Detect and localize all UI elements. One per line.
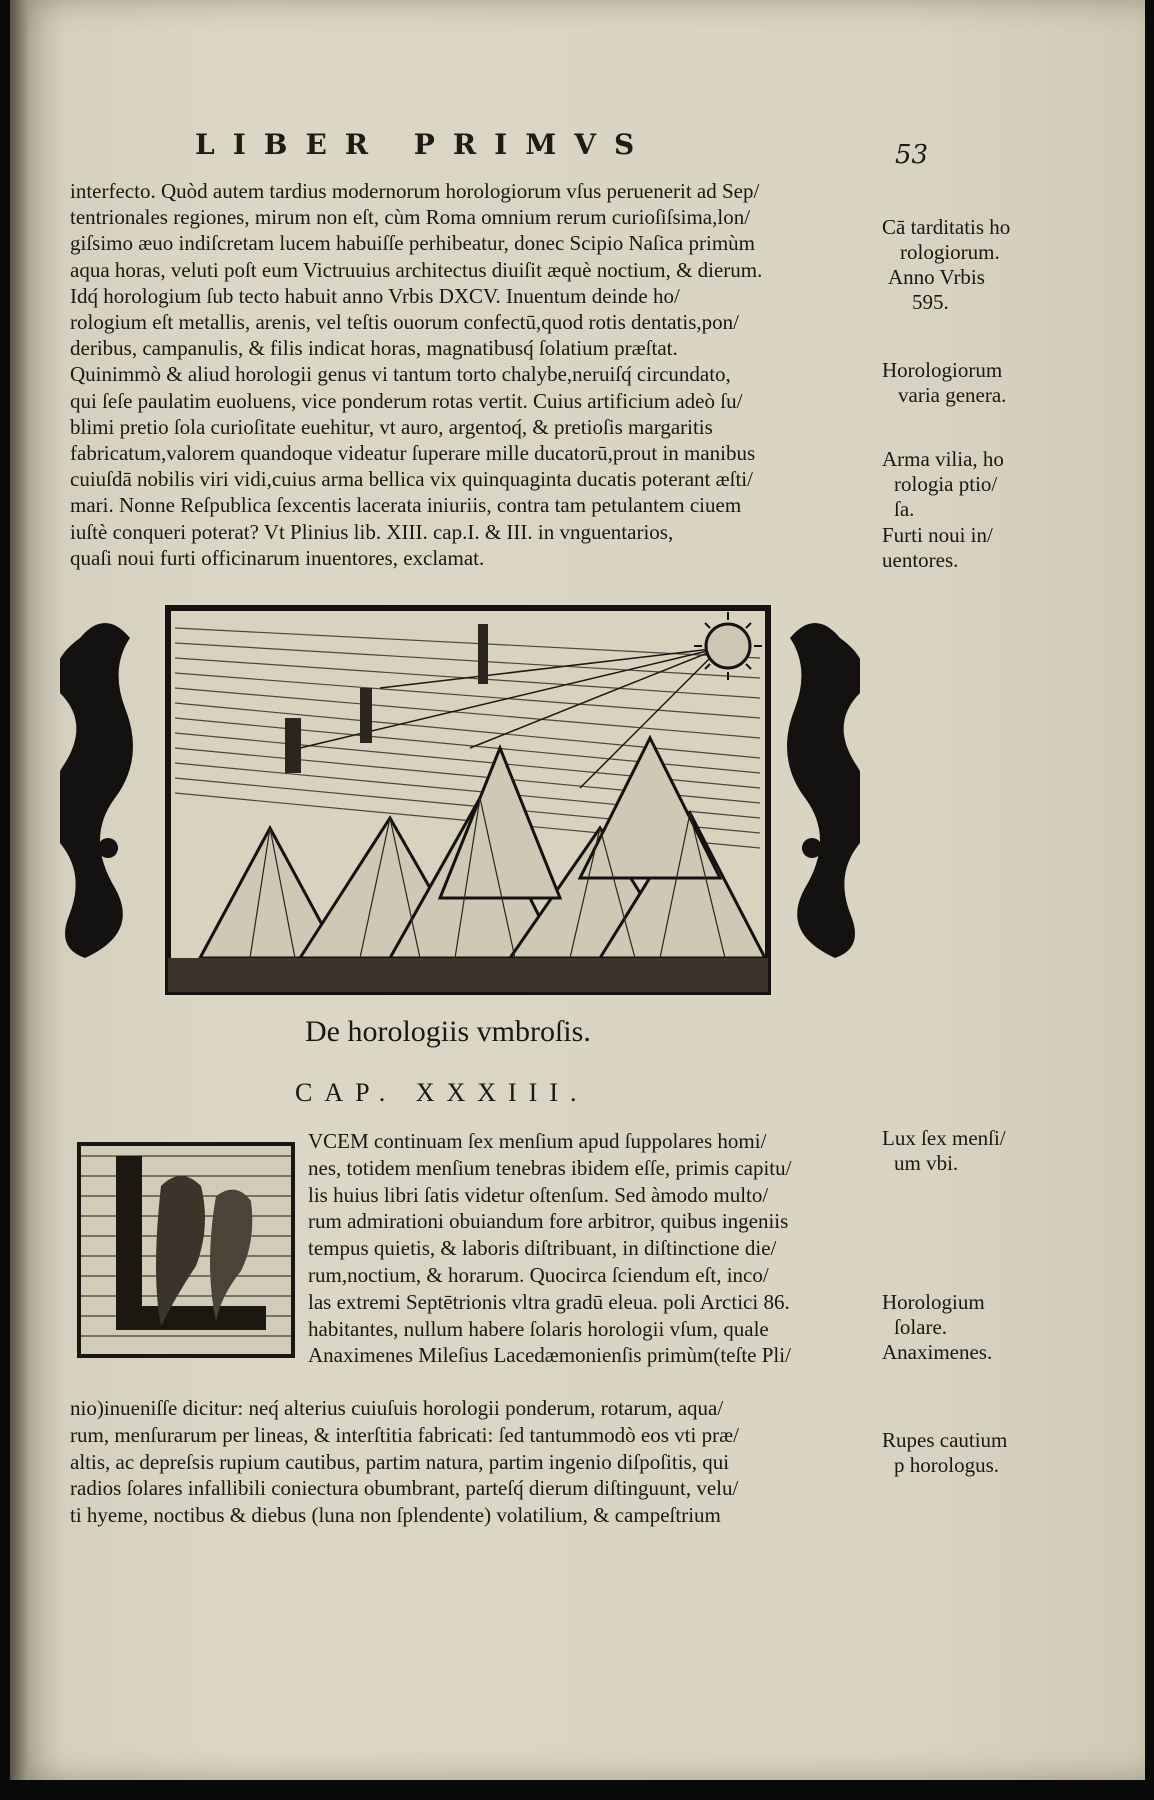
margin-note-line: ſolare. bbox=[894, 1315, 948, 1339]
margin-note-line: Horologium bbox=[882, 1290, 985, 1314]
text-line: Idq́ horologium ſub tecto habuit anno Vrbis DXCV. Inuentum deinde ho/ bbox=[70, 283, 680, 308]
text-line: Quinimmò & aliud horologii genus vi tantum torto chalybe,neruiſq́ circundato, bbox=[70, 362, 731, 387]
text-line: aqua horas, veluti poſt eum Victruuius architectus diuiſit æquè noctium, & dierum. bbox=[70, 257, 763, 282]
text-line: rologium eſt metallis, arenis, vel teſtis ouorum confectū,quod rotis dentatis,pon/ bbox=[70, 310, 739, 335]
margin-note bbox=[882, 523, 1057, 573]
margin-note bbox=[882, 358, 1057, 408]
text-line: deribus, campanulis, & filis indicat horas, magnatibusq́ ſolatium præſtat. bbox=[70, 336, 678, 361]
text-line: rum admirationi obuiandum fore arbitror, quibus ingeniis bbox=[308, 1209, 789, 1234]
text-line: las extremi Septētrionis vltra gradū eleua. poli Arctici 86. bbox=[308, 1289, 790, 1314]
margin-note-line: uentores. bbox=[882, 548, 959, 572]
chapter-number: CAP. XXXIII. bbox=[295, 1078, 589, 1107]
margin-note-line: p horologus. bbox=[894, 1453, 999, 1477]
text-line: VCEM continuam ſex menſium apud ſuppolares homi/ bbox=[308, 1129, 767, 1153]
margin-note bbox=[882, 215, 1057, 315]
text-line: interfecto. Quòd autem tardius modernorum horologiorum vſus peruenerit ad Sep/ bbox=[70, 179, 760, 203]
text-line: fabricatum,valorem quandoque videatur ſuperare mille ducatorū,prout in manibus bbox=[70, 441, 756, 466]
text-line: iuſtè conqueri poterat? Vt Plinius lib. XIII. cap.I. & III. in vnguentarios, bbox=[70, 519, 674, 544]
text-line: quaſi noui furti officinarum inuentores, exclamat. bbox=[70, 545, 485, 570]
woodcut-illustration bbox=[60, 598, 860, 998]
margin-note-line: 595. bbox=[912, 290, 949, 314]
margin-note-line: Cā tarditatis ho bbox=[882, 215, 1011, 239]
text-line: habitantes, nullum habere ſolaris horologii vſum, quale bbox=[308, 1316, 769, 1341]
text-line: nio)inueniſſe dicitur: neq́ alterius cuiuſuis horologii ponderum, rotarum, aqua/ bbox=[70, 1396, 724, 1420]
margin-note-line: Furti noui in/ bbox=[882, 523, 993, 547]
text-line: mari. Nonne Reſpublica ſexcentis lacerata iniuriis, contra tam petulantem ciuem bbox=[70, 493, 742, 518]
paragraph-2 bbox=[308, 1128, 872, 1369]
margin-note bbox=[882, 447, 1057, 522]
margin-note-line: rologiorum. bbox=[900, 240, 1000, 264]
margin-note-line: rologia ptio/ bbox=[894, 472, 998, 496]
margin-note-line: um vbi. bbox=[894, 1151, 959, 1175]
text-line: blimi pretio ſola curioſitate euehitur, vt auro, argentoq́, & pretioſis margaritis bbox=[70, 414, 713, 439]
margin-note bbox=[882, 1126, 1057, 1176]
margin-note-line: Horologiorum bbox=[882, 358, 1003, 382]
dropcap-L-woodcut bbox=[77, 1142, 295, 1358]
text-line: nes, totidem menſium tenebras ibidem eſſe, primis capitu/ bbox=[308, 1155, 792, 1180]
text-line: Anaximenes Mileſius Lacedæmonienſis primùm(teſte Pli/ bbox=[308, 1343, 791, 1368]
margin-note-line: Arma vilia, ho bbox=[882, 447, 1004, 471]
text-line: rum, menſurarum per lineas, & interſtitia fabricati: ſed tantummodò eos vti præ/ bbox=[70, 1422, 739, 1447]
text-line: tentrionales regiones, mirum non eſt, cùm Roma omnium rerum curioſiſsima,lon/ bbox=[70, 205, 751, 230]
margin-note-line: ſa. bbox=[894, 497, 915, 521]
text-line: rum,noctium, & horarum. Quocirca ſciendum eſt, inco/ bbox=[308, 1262, 769, 1287]
margin-note-line: Anno Vrbis bbox=[888, 265, 985, 289]
text-line: radios ſolares infallibili coniectura obumbrant, parteſq́ dierum diſtinguunt, velu/ bbox=[70, 1476, 739, 1501]
text-line: cuiuſdā nobilis viri vidi,cuius arma bellica vix quinquaginta ducatis poterant æſti/ bbox=[70, 467, 753, 492]
text-line: giſsimo æuo indiſcretam lucem habuiſſe perhibeatur, donec Scipio Naſica primùm bbox=[70, 231, 755, 256]
running-title: LIBER PRIMVS bbox=[195, 128, 653, 161]
book-page bbox=[10, 0, 1145, 1780]
dropcap-illustration bbox=[81, 1146, 291, 1354]
margin-note-line: Lux ſex menſi/ bbox=[882, 1126, 1006, 1150]
folio-number: 53 bbox=[895, 140, 929, 170]
text-line: lis huius libri ſatis videtur oſtenſum. Sed àmodo multo/ bbox=[308, 1182, 769, 1207]
paragraph-3 bbox=[70, 1395, 870, 1529]
margin-note-line: Rupes cautium bbox=[882, 1428, 1008, 1452]
margin-note bbox=[882, 1428, 1057, 1478]
text-line: tempus quietis, & laboris diſtribuant, in diſtinctione die/ bbox=[308, 1236, 777, 1261]
margin-note-line: varia genera. bbox=[898, 383, 1007, 407]
chapter-title: De horologiis vmbroſis. bbox=[305, 1015, 591, 1048]
text-line: altis, ac depreſsis rupium cautibus, partim natura, partim ingenio diſpoſitis, qui bbox=[70, 1449, 730, 1474]
text-line: ti hyeme, noctibus & diebus (luna non ſplendente) volatilium, & campeſtrium bbox=[70, 1503, 721, 1528]
margin-note-line: Anaximenes. bbox=[882, 1340, 993, 1364]
paragraph-1 bbox=[70, 178, 870, 571]
margin-note bbox=[882, 1290, 1057, 1365]
text-line: qui ſeſe paulatim euoluens, vice ponderum rotas vertit. Cuius artificium adeò ſu/ bbox=[70, 388, 743, 413]
